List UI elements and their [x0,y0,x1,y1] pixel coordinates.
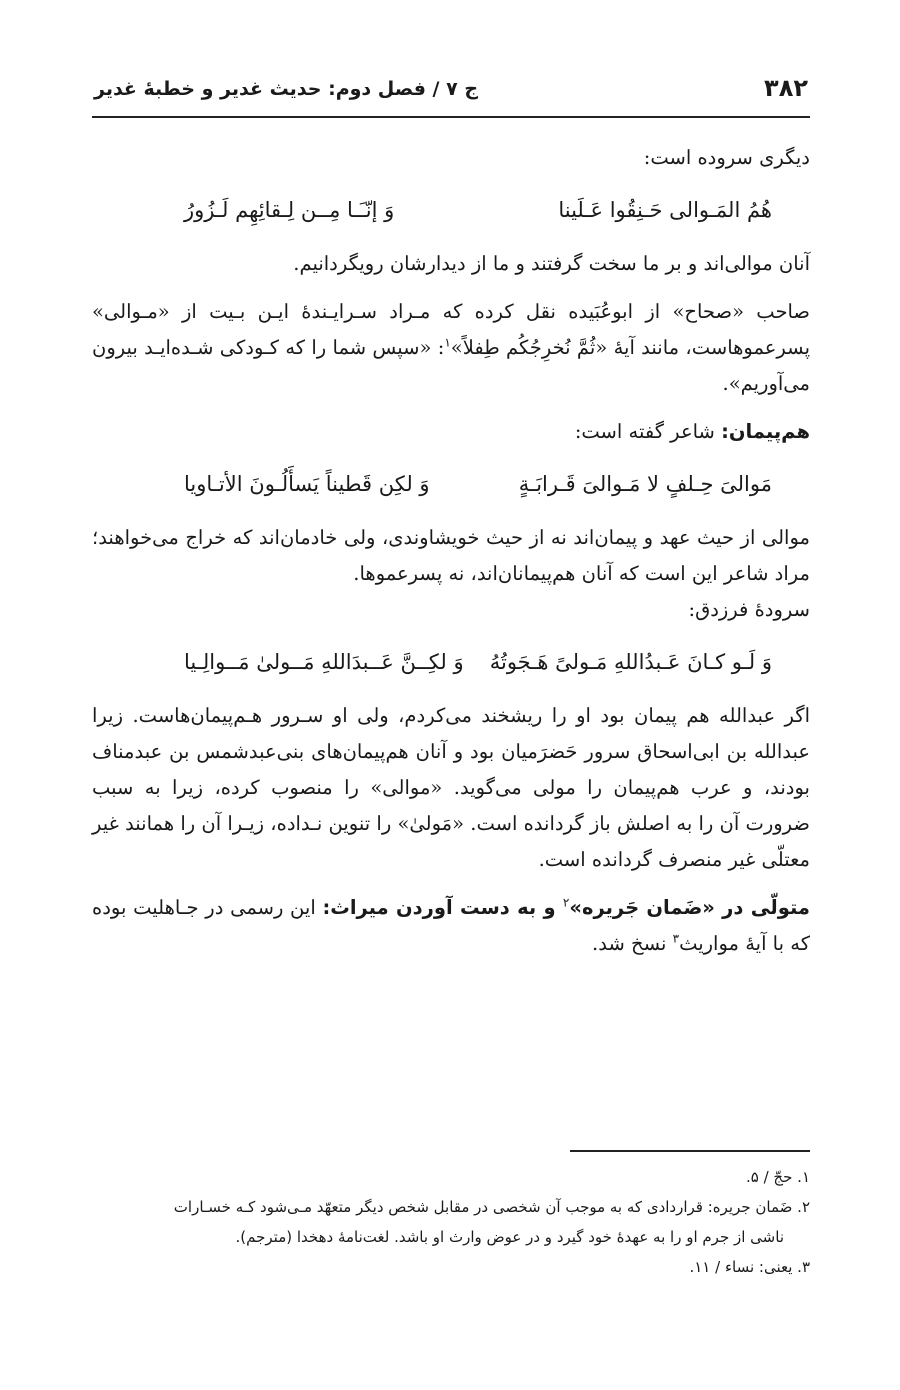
paragraph-daman-jarira [92,890,810,962]
verse-3-second-hemistich: وَ لکِــنَّ عَــبدَاللهِ مَــولیٰ مَــوالِـیا [184,650,464,674]
sihah-text-b: : «سپس شما را که کـودکی شـده‌ایـد بیرون می‌آوریم». [92,336,810,395]
daman-text-a: این رسمی در جـاهلیت بوده که با آیهٔ مواریث [92,896,810,955]
footnote-3: ۳. یعنی: نساء / ۱۱. [689,1258,810,1276]
daman-heading-b: و به دست آوردن میراث: [322,896,563,919]
verse-1-second-hemistich: وَ إنّـَـا مِــن لِـقائِهِم لَـزُورُ [184,198,395,222]
paragraph-intro: دیگری سروده است: [643,146,810,169]
poem-verse-3 [92,642,810,682]
footnote-ref-3[interactable]: ۳ [672,931,680,946]
ally-heading: هم‌پیمان: [721,420,810,443]
page-header [92,72,810,118]
verse-1-first-hemistich: هُمُ المَـوالی حَـنِقُوا عَـلَینا [558,198,772,222]
page-number: ۳۸۲ [764,74,808,102]
verse-3-first-hemistich: وَ لَـو کـانَ عَـبدُاللهِ مَـولیً هَـجَوتُهُ [489,650,772,674]
verse-1-translation: آنان موالی‌اند و بر ما سخت گرفتند و ما از دیدارشان رویگردانیم. [293,252,810,275]
footnote-divider [570,1150,810,1152]
farazdaq-intro: سرودهٔ فرزدق: [688,598,810,621]
sihah-text-a: صاحب «صحاح» از ابوعُبَیده نقل کرده که مـراد سـرایـندهٔ ایـن بـیت از «مـوالی» پسرعموهاست، مانند آیهٔ «ثُمَّ نُخرِجُکُم طِفلاً» [92,300,811,359]
verse-3-translation: اگر عبدالله هم پیمان بود او را ریشخند می‌کردم، ولی او سـرور هـم‌پیمان‌هاست. زیرا عبدالله بن ابی‌اسحاق سرور حَضرَمیان بود و آنان هم‌پیمان‌های بنی‌عبدشمس بن عبدمناف بودند، و عرب هم‌پیمان را مولی می‌گوید. «موالی» را منصوب کرده، زیرا به سبب ضرورت آن را به اصلش باز گردانده است. «مَولیٰ» را تنوین نـداده، زیـرا آن را همانند غیر معتلّی غیر منصرف گردانده است. [92,704,810,871]
running-title: ج ۷ / فصل دوم: حدیث غدیر و خطبهٔ غدیر [94,78,479,100]
verse-2-first-hemistich: مَوالیَ حِـلفٍ لا مَـوالیَ قَـرابَـةٍ [518,472,772,496]
main-text [92,140,810,974]
footnote-ref-2[interactable]: ۲ [562,895,570,910]
daman-heading-a: متولّی در «ضَمان جَریره» [569,896,811,919]
paragraph-ally [92,414,810,450]
poem-verse-1 [92,190,810,230]
footnotes [92,1162,810,1282]
footnote-2-continuation: ناشی از جرم او را به عهدهٔ خود گیرد و در عوض وارث او باشد. لغت‌نامهٔ دهخدا (مترجم). [235,1228,784,1246]
ally-text: شاعر گفته است: [574,420,722,443]
footnote-2: ۲. ضَمان جریره: قراردادی که به موجب آن شخصی در مقابل شخص دیگر متعهّد مـی‌شود کـه خسـارات [173,1198,810,1216]
footnote-1: ۱. حجّ / ۵. [746,1168,810,1186]
daman-text-b: نسخ شد. [592,932,673,955]
verse-2-second-hemistich: وَ لکِن قَطیناً یَسأَلُـونَ الأتـاویا [184,472,430,496]
verse-2-translation: موالی از حیث عهد و پیمان‌اند نه از حیث خویشاوندی، ولی خادمان‌اند که خراج می‌خواهند؛ مراد شاعر این است که آنان هم‌پیمانان‌اند، نه پسرعموها. [92,526,810,585]
footnote-ref-1[interactable]: ۱ [444,335,451,350]
paragraph-sihah [92,294,810,402]
poem-verse-2 [92,464,810,504]
